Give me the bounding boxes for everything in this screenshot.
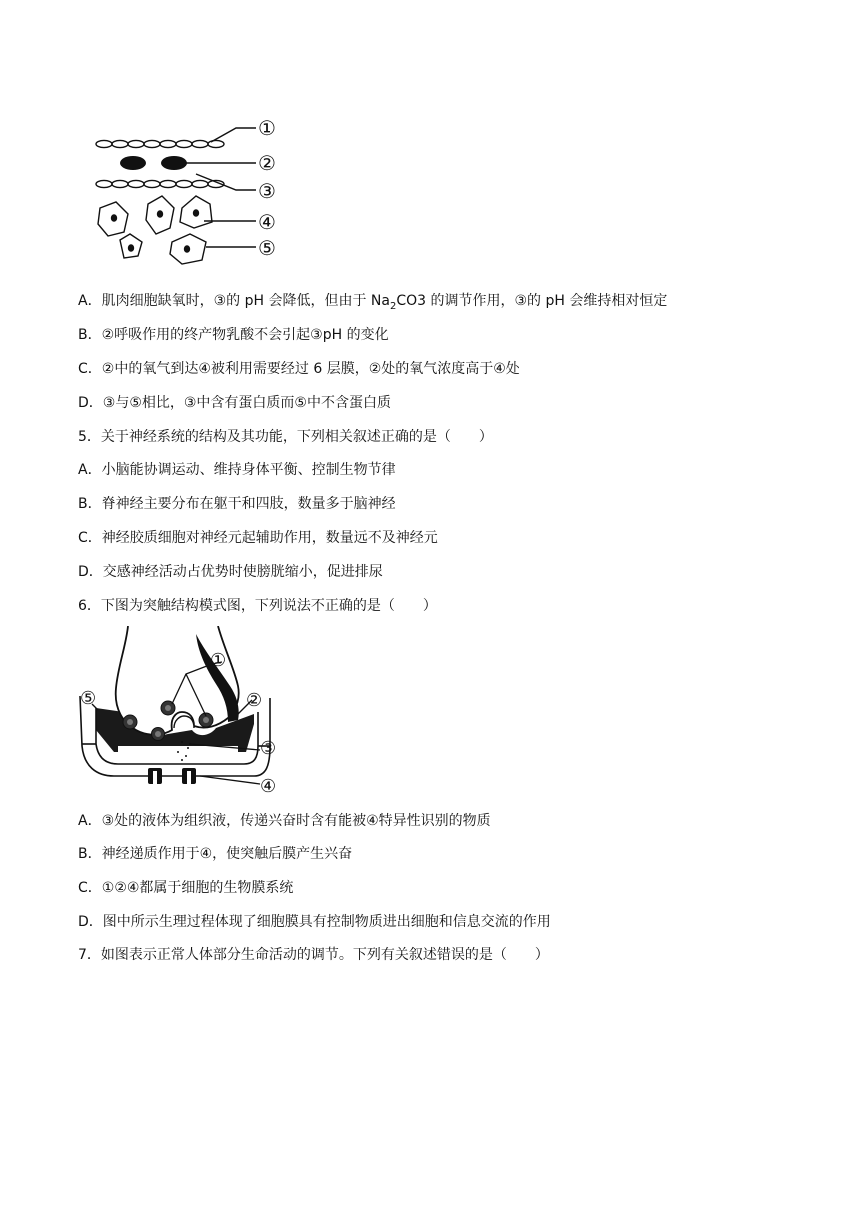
option-label: A．	[78, 462, 102, 478]
q4-option-d	[78, 394, 391, 412]
option-text: 神经胶质细胞对神经元起辅助作用，数量远不及神经元	[101, 530, 438, 546]
option-label: D．	[78, 564, 103, 580]
figure1-label-1: ①	[258, 116, 276, 140]
q4-option-b	[78, 326, 389, 344]
option-label: A．	[78, 813, 102, 829]
figure1-label-2: ②	[258, 151, 276, 175]
q5-option-c	[78, 529, 438, 547]
synapse-label-5: ⑤	[80, 688, 97, 709]
subscript: 2	[389, 300, 397, 312]
option-text: CO3 的调节作用，③的 pH 会维持相对恒定	[396, 293, 668, 309]
figure1-label-3: ③	[258, 179, 276, 203]
option-label: B．	[78, 496, 102, 512]
synapse-label-2: ②	[246, 690, 263, 711]
synapse-label-1: ①	[210, 650, 227, 671]
q6-option-d	[78, 913, 551, 931]
q6-stem: 6．下图为突触结构模式图，下列说法不正确的是（ ）	[78, 598, 437, 614]
option-text: ②中的氧气到达④被利用需要经过 6 层膜，②处的氧气浓度高于④处	[101, 361, 520, 377]
tissue-fluid-diagram	[90, 112, 290, 272]
q5-option-b	[78, 495, 396, 513]
option-label: A．	[78, 293, 102, 309]
synapse-label-4: ④	[260, 776, 277, 797]
option-text: ③处的液体为组织液，传递兴奋时含有能被④特异性识别的物质	[101, 813, 491, 829]
option-text: 神经递质作用于④，使突触后膜产生兴奋	[101, 846, 353, 862]
option-label: B．	[78, 846, 102, 862]
q6-option-a	[78, 812, 491, 830]
synapse-diagram	[78, 626, 288, 798]
option-text: ③与⑤相比，③中含有蛋白质而⑤中不含蛋白质	[102, 395, 391, 411]
option-text: 图中所示生理过程体现了细胞膜具有控制物质进出细胞和信息交流的作用	[102, 914, 551, 930]
option-text: 肌肉细胞缺氧时，③的 pH 会降低，但由于 Na	[101, 293, 390, 309]
option-label: C．	[78, 880, 102, 896]
option-text: 小脑能协调运动、维持身体平衡、控制生物节律	[101, 462, 396, 478]
option-label: D．	[78, 914, 103, 930]
q5-option-a	[78, 461, 396, 479]
q7-stem: 7．如图表示正常人体部分生命活动的调节。下列有关叙述错误的是（ ）	[78, 947, 549, 963]
q4-option-a	[78, 292, 667, 316]
option-label: D．	[78, 395, 103, 411]
q5-option-d	[78, 563, 383, 581]
option-label: C．	[78, 530, 102, 546]
q4-option-c	[78, 360, 520, 378]
option-text: ①②④都属于细胞的生物膜系统	[101, 880, 294, 896]
q6-option-b	[78, 845, 352, 863]
option-text: ②呼吸作用的终产物乳酸不会引起③pH 的变化	[101, 327, 389, 343]
synapse-label-3: ③	[260, 738, 277, 759]
option-text: 脊神经主要分布在躯干和四肢，数量多于脑神经	[101, 496, 396, 512]
figure1-label-5: ⑤	[258, 236, 276, 260]
option-text: 交感神经活动占优势时使膀胱缩小，促进排尿	[102, 564, 383, 580]
option-label: B．	[78, 327, 102, 343]
figure1-label-4: ④	[258, 210, 276, 234]
q6-option-c	[78, 879, 293, 897]
q5-stem: 5．关于神经系统的结构及其功能，下列相关叙述正确的是（ ）	[78, 429, 493, 445]
option-label: C．	[78, 361, 102, 377]
